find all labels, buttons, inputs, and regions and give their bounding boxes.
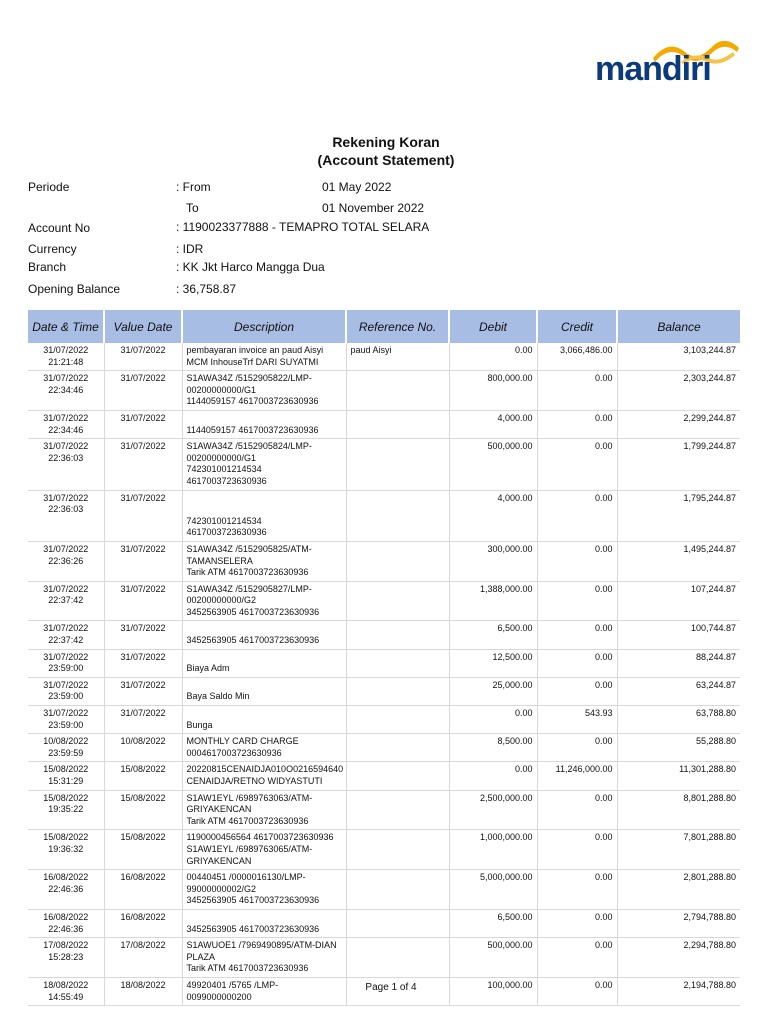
cell-description: pembayaran invoice an paud Aisyi MCM InhouseTrf DARI SUYATMI [182,343,346,371]
table-row [28,490,740,541]
table-row [28,762,740,790]
cell-date-time: 31/07/2022 22:34:46 [28,410,104,438]
cell-description: S1AWA34Z /5152905824/LMP- 00200000000/G1 742301001214534 4617003723630936 [182,439,346,490]
cell-description: S1AWA34Z /5152905822/LMP- 00200000000/G1 1144059157 4617003723630936 [182,371,346,411]
table-row [28,830,740,870]
cell-credit: 11,246,000.00 [537,762,617,790]
cell-value-date: 31/07/2022 [104,541,182,581]
cell-credit: 0.00 [537,870,617,910]
cell-debit: 100,000.00 [449,977,537,1005]
cell-date-time: 18/08/2022 14:55:49 [28,977,104,1005]
cell-value-date: 15/08/2022 [104,830,182,870]
cell-credit: 0.00 [537,938,617,978]
cell-reference [346,830,449,870]
cell-description: 3452563905 4617003723630936 [182,909,346,937]
cell-reference [346,490,449,541]
table-row [28,541,740,581]
cell-date-time: 31/07/2022 22:36:03 [28,439,104,490]
cell-balance: 88,244.87 [617,649,740,677]
cell-balance: 63,788.80 [617,706,740,734]
cell-balance: 63,244.87 [617,677,740,705]
col-header-credit: Credit [537,310,617,343]
cell-value-date: 15/08/2022 [104,790,182,830]
cell-description: S1AWA34Z /5152905827/LMP- 00200000000/G2 3452563905 4617003723630936 [182,581,346,621]
cell-debit: 2,500,000.00 [449,790,537,830]
cell-balance: 7,801,288.80 [617,830,740,870]
cell-value-date: 31/07/2022 [104,677,182,705]
cell-value-date: 10/08/2022 [104,734,182,762]
cell-reference [346,734,449,762]
currency-label: Currency [28,242,77,256]
cell-reference [346,649,449,677]
account-label: Account No [28,221,91,235]
cell-debit: 1,388,000.00 [449,581,537,621]
cell-balance: 107,244.87 [617,581,740,621]
cell-balance: 100,744.87 [617,621,740,649]
cell-description: 3452563905 4617003723630936 [182,621,346,649]
cell-reference [346,371,449,411]
cell-value-date: 31/07/2022 [104,706,182,734]
cell-value-date: 31/07/2022 [104,343,182,371]
cell-credit: 0.00 [537,439,617,490]
table-row [28,677,740,705]
cell-value-date: 31/07/2022 [104,371,182,411]
cell-reference [346,909,449,937]
cell-date-time: 15/08/2022 19:36:32 [28,830,104,870]
table-row [28,581,740,621]
col-header-debit: Debit [449,310,537,343]
to-label: To [186,201,199,215]
cell-description: Biaya Adm [182,649,346,677]
cell-balance: 2,801,288.80 [617,870,740,910]
cell-date-time: 10/08/2022 23:59:59 [28,734,104,762]
cell-reference [346,790,449,830]
cell-balance: 1,795,244.87 [617,490,740,541]
cell-credit: 0.00 [537,371,617,411]
from-label: : From [176,180,211,194]
cell-reference [346,541,449,581]
cell-credit: 543.93 [537,706,617,734]
cell-credit: 0.00 [537,734,617,762]
statement-title [0,133,768,169]
title-line-1: Rekening Koran [332,134,440,150]
to-value: 01 November 2022 [322,201,425,215]
table-row [28,410,740,438]
cell-value-date: 15/08/2022 [104,762,182,790]
cell-description: S1AW1EYL /6989763063/ATM- GRIYAKENCAN Tarik ATM 4617003723630936 [182,790,346,830]
cell-date-time: 16/08/2022 22:46:36 [28,909,104,937]
table-header-row [28,310,740,343]
cell-balance: 2,303,244.87 [617,371,740,411]
table-row [28,870,740,910]
cell-balance: 8,801,288.80 [617,790,740,830]
cell-debit: 500,000.00 [449,439,537,490]
cell-value-date: 31/07/2022 [104,439,182,490]
cell-debit: 25,000.00 [449,677,537,705]
cell-debit: 5,000,000.00 [449,870,537,910]
cell-description: 00440451 /0000016130/LMP- 99000000002/G2 3452563905 4617003723630936 [182,870,346,910]
cell-date-time: 31/07/2022 21:21:48 [28,343,104,371]
cell-credit: 0.00 [537,790,617,830]
cell-reference [346,677,449,705]
cell-credit: 0.00 [537,830,617,870]
cell-value-date: 16/08/2022 [104,870,182,910]
cell-description: 742301001214534 4617003723630936 [182,490,346,541]
branch-value: : KK Jkt Harco Mangga Dua [176,260,325,274]
cell-debit: 1,000,000.00 [449,830,537,870]
cell-debit: 4,000.00 [449,490,537,541]
table-row [28,621,740,649]
cell-date-time: 31/07/2022 23:59:00 [28,706,104,734]
cell-value-date: 31/07/2022 [104,581,182,621]
col-header-description: Description [182,310,346,343]
cell-value-date: 31/07/2022 [104,649,182,677]
cell-description: 1144059157 4617003723630936 [182,410,346,438]
cell-reference [346,938,449,978]
cell-reference [346,439,449,490]
cell-balance: 2,294,788.80 [617,938,740,978]
cell-description: 1190000456564 4617003723630936 S1AW1EYL /6989763065/ATM- GRIYAKENCAN [182,830,346,870]
cell-debit: 0.00 [449,343,537,371]
cell-debit: 6,500.00 [449,909,537,937]
cell-balance: 11,301,288.80 [617,762,740,790]
cell-date-time: 31/07/2022 22:36:03 [28,490,104,541]
logo-text: mandiri [595,50,711,88]
col-header-reference: Reference No. [346,310,449,343]
table-row [28,343,740,371]
cell-balance: 2,194,788.80 [617,977,740,1005]
cell-balance: 3,103,244.87 [617,343,740,371]
cell-reference [346,870,449,910]
cell-date-time: 16/08/2022 22:46:36 [28,870,104,910]
col-header-date-time: Date & Time [28,310,104,343]
cell-value-date: 17/08/2022 [104,938,182,978]
cell-credit: 0.00 [537,977,617,1005]
cell-date-time: 31/07/2022 23:59:00 [28,677,104,705]
cell-value-date: 31/07/2022 [104,410,182,438]
col-header-value-date: Value Date [104,310,182,343]
cell-description: MONTHLY CARD CHARGE 0004617003723630936 [182,734,346,762]
page-number: Page 1 of 4 [365,982,417,993]
table-row [28,790,740,830]
cell-credit: 0.00 [537,410,617,438]
table-row [28,371,740,411]
periode-label: Periode [28,180,70,194]
cell-date-time: 31/07/2022 22:37:42 [28,621,104,649]
cell-balance: 55,288.80 [617,734,740,762]
mandiri-logo [595,36,745,96]
cell-description: S1AWUOE1 /7969490895/ATM-DIAN PLAZA Tarik ATM 4617003723630936 [182,938,346,978]
cell-description: Bunga [182,706,346,734]
cell-reference [346,621,449,649]
cell-description: S1AWA34Z /5152905825/ATM- TAMANSELERA Tarik ATM 4617003723630936 [182,541,346,581]
branch-label: Branch [28,260,67,274]
cell-balance: 1,495,244.87 [617,541,740,581]
cell-credit: 0.00 [537,909,617,937]
cell-reference [346,581,449,621]
title-line-2: (Account Statement) [317,152,455,168]
cell-reference [346,762,449,790]
table-row [28,909,740,937]
table-row [28,706,740,734]
cell-date-time: 31/07/2022 23:59:00 [28,649,104,677]
cell-balance: 1,799,244.87 [617,439,740,490]
cell-credit: 0.00 [537,649,617,677]
transaction-rows [28,343,740,1006]
cell-value-date: 31/07/2022 [104,490,182,541]
cell-debit: 6,500.00 [449,621,537,649]
cell-date-time: 17/08/2022 15:28:23 [28,938,104,978]
currency-value: : IDR [176,242,204,256]
cell-credit: 0.00 [537,490,617,541]
table-row [28,649,740,677]
cell-reference [346,410,449,438]
table-row [28,938,740,978]
cell-reference [346,706,449,734]
cell-value-date: 16/08/2022 [104,909,182,937]
cell-debit: 800,000.00 [449,371,537,411]
cell-credit: 3,066,486.00 [537,343,617,371]
cell-debit: 300,000.00 [449,541,537,581]
cell-value-date: 18/08/2022 [104,977,182,1005]
cell-description: 20220815CENAIDJA010O0216594640 CENAIDJA/RETNO WIDYASTUTI [182,762,346,790]
cell-debit: 4,000.00 [449,410,537,438]
cell-date-time: 31/07/2022 22:37:42 [28,581,104,621]
cell-credit: 0.00 [537,581,617,621]
transaction-table [28,310,740,1006]
table-row [28,734,740,762]
cell-debit: 500,000.00 [449,938,537,978]
from-value: 01 May 2022 [322,180,392,194]
cell-date-time: 31/07/2022 22:36:26 [28,541,104,581]
account-value: : 1190023377888 - TEMAPRO TOTAL SELARA [176,220,430,234]
cell-debit: 12,500.00 [449,649,537,677]
cell-reference: paud Aisyi [346,343,449,371]
cell-value-date: 31/07/2022 [104,621,182,649]
cell-balance: 2,794,788.80 [617,909,740,937]
cell-credit: 0.00 [537,677,617,705]
cell-balance: 2,299,244.87 [617,410,740,438]
cell-debit: 0.00 [449,762,537,790]
cell-description: Baya Saldo Min [182,677,346,705]
cell-date-time: 15/08/2022 19:35:22 [28,790,104,830]
opening-balance-value: : 36,758.87 [176,282,237,296]
cell-debit: 0.00 [449,706,537,734]
cell-description: 49920401 /5765 /LMP- 0099000000200 [182,977,346,1005]
cell-credit: 0.00 [537,621,617,649]
cell-debit: 8,500.00 [449,734,537,762]
col-header-balance: Balance [617,310,740,343]
cell-date-time: 15/08/2022 15:31:29 [28,762,104,790]
cell-date-time: 31/07/2022 22:34:46 [28,371,104,411]
cell-credit: 0.00 [537,541,617,581]
table-row [28,439,740,490]
opening-balance-label: Opening Balance [28,282,121,296]
